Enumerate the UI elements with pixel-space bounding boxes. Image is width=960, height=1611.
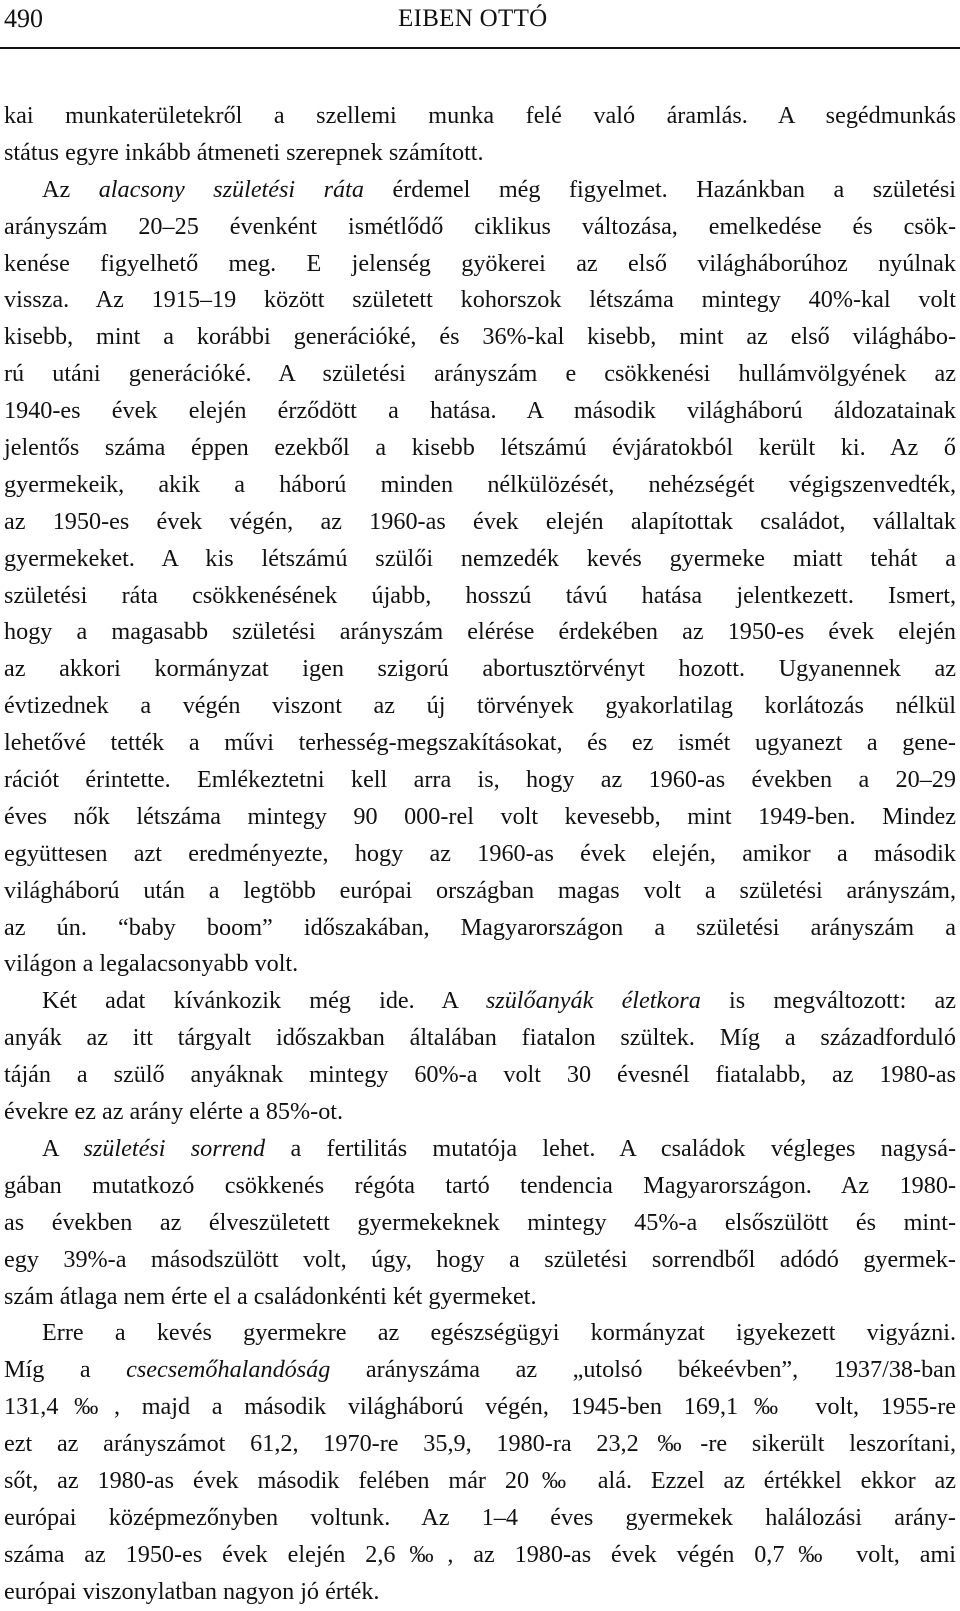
text-line [4,651,956,688]
text-line [4,1574,956,1611]
text-line [4,1315,956,1352]
text-run: hogy a magasabb születési arányszám elérése érdekében az 1950-es évek elején [4,618,956,646]
text-run: 131,4‰, majd a második világháború végén, 1945-ben 169,1‰ volt, 1955-re [4,1393,956,1421]
text-run: Két adat kívánkozik még ide. A [42,987,486,1015]
text-run: rációt érintette. Emlékeztetni kell arra is, hogy az 1960-as években a 20–29 [4,766,956,794]
text-line [4,467,956,504]
page-header [0,0,960,44]
text-run: az akkori kormányzat igen szigorú abortusztörvényt hozott. Ugyanennek az [4,655,956,683]
text-line [4,873,956,910]
header-rule [0,47,960,49]
text-line [4,209,956,246]
text-line [4,614,956,651]
italic-term: születési sorrend [83,1134,266,1162]
text-line [4,98,956,135]
italic-term: szülőanyák életkora [485,987,701,1015]
text-run: státus egyre inkább átmeneti szerepnek számított. [4,138,484,166]
text-run: is megváltozott: az [700,987,957,1015]
text-line [4,1168,956,1205]
text-line [4,246,956,283]
text-run: vissza. Az 1915–19 között született kohorszok létszáma mintegy 40%-kal volt [4,286,956,314]
text-line [4,1537,956,1574]
text-run: gában mutatkozó csökkenés régóta tartó tendencia Magyarországon. Az 1980- [4,1171,956,1199]
text-run: Míg a [4,1356,127,1384]
text-line [4,725,956,762]
text-run: A [42,1134,84,1162]
text-line [4,319,956,356]
text-run: európai viszonylatban nagyon jó érték. [4,1577,380,1605]
text-line [4,836,956,873]
text-run: Az [42,175,99,203]
text-run: rú utáni generációké. A születési arányszám e csökkenési hullámvölgyének az [4,360,956,388]
text-line [4,910,956,947]
text-line [4,393,956,430]
text-line [4,799,956,836]
text-line [4,504,956,541]
text-line [4,1094,956,1131]
text-line [4,983,956,1020]
text-line [4,578,956,615]
text-run: száma az 1950-es évek elején 2,6‰, az 1980-as évek végén 0,7‰ volt, ami [4,1540,956,1568]
italic-term: csecsemőhalandóság [126,1356,331,1384]
text-line [4,1352,956,1389]
text-line [4,356,956,393]
text-run: jelentős száma éppen ezekből a kisebb létszámú évjáratokból került ki. Az ő [4,434,956,462]
text-run: a fertilitás mutatója lehet. A családok végleges nagysá- [265,1134,956,1162]
text-run: kisebb, mint a korábbi generációké, és 36%-kal kisebb, mint az első világhábo- [4,323,956,351]
text-run: együttesen azt eredményezte, hogy az 1960-as évek elején, amikor a második [4,839,956,867]
text-run: anyák az itt tárgyalt időszakban általában fiatalon szültek. Míg a századforduló [4,1024,956,1052]
text-line [4,1131,956,1168]
text-line [4,762,956,799]
text-line [4,282,956,319]
text-line [4,1279,956,1316]
text-run: európai középmezőnyben voltunk. Az 1–4 éves gyermekek halálozási arány- [4,1503,956,1531]
text-line [4,1242,956,1279]
text-run: szám átlaga nem érte el a családonkénti két gyermeket. [4,1282,537,1310]
text-run: Erre a kevés gyermekre az egészségügyi kormányzat igyekezett vigyázni. [42,1319,956,1347]
italic-term: alacsony születési ráta [98,175,364,203]
text-line [4,172,956,209]
text-line [4,1389,956,1426]
text-run: éves nők létszáma mintegy 90 000-rel volt kevesebb, mint 1949-ben. Mindez [4,802,956,830]
page-number: 490 [4,4,43,33]
text-line [4,946,956,983]
text-run: táján a szülő anyáknak mintegy 60%-a volt 30 évesnél fiatalabb, az 1980-as [4,1061,956,1089]
text-line [4,688,956,725]
text-run: gyermekeket. A kis létszámú szülői nemzedék kevés gyermeke miatt tehát a [4,544,956,572]
text-run: arányszám 20–25 évenként ismétlődő ciklikus változása, emelkedése és csök- [4,212,956,240]
text-run: 1940-es évek elején érződött a hatása. A második világháború áldozatainak [4,397,956,425]
text-run: születési ráta csökkenésének újabb, hosszú távú hatása jelentkezett. Ismert, [4,581,956,609]
running-head: EIBEN OTTÓ [398,5,548,32]
text-line [4,1020,956,1057]
text-run: világháború után a legtöbb európai országban magas volt a születési arányszám, [4,876,956,904]
text-run: as években az élveszületett gyermekeknek mintegy 45%-a elsőszülött és mint- [4,1208,956,1236]
text-line [4,1463,956,1500]
body-text [4,98,956,1611]
text-line [4,1205,956,1242]
text-run: sőt, az 1980-as évek második felében már 20‰ alá. Ezzel az értékkel ekkor az [4,1466,956,1494]
text-run: kenése figyelhető meg. E jelenség gyökerei az első világháborúhoz nyúlnak [4,249,956,277]
text-run: ezt az arányszámot 61,2, 1970-re 35,9, 1980-ra 23,2‰-re sikerült leszorítani, [4,1430,956,1458]
text-run: évtizednek a végén viszont az új törvények gyakorlatilag korlátozás nélkül [4,692,956,720]
text-run: világon a legalacsonyabb volt. [4,950,299,978]
text-line [4,1057,956,1094]
text-run: az ún. “baby boom” időszakában, Magyarországon a születési arányszám a [4,913,956,941]
text-run: évekre ez az arány elérte a 85%-ot. [4,1098,344,1126]
text-run: kai munkaterületekről a szellemi munka felé való áramlás. A segédmunkás [4,102,956,129]
text-line [4,1426,956,1463]
text-run: gyermekeik, akik a háború minden nélkülözését, nehézségét végigszenvedték, [4,470,956,498]
text-run: egy 39%-a másodszülött volt, úgy, hogy a születési sorrendből adódó gyermek- [4,1245,956,1273]
text-line [4,1500,956,1537]
text-line [4,541,956,578]
text-run: az 1950-es évek végén, az 1960-as évek elején alapítottak családot, vállaltak [4,507,956,535]
text-line [4,430,956,467]
text-run: lehetővé tették a művi terhesség-megszakításokat, és ez ismét ugyanezt a gene- [4,729,956,757]
text-line [4,135,956,172]
text-run: érdemel még figyelmet. Hazánkban a születési [363,175,957,203]
text-run: arányszáma az „utolsó békeévben”, 1937/38-ban [330,1356,956,1384]
